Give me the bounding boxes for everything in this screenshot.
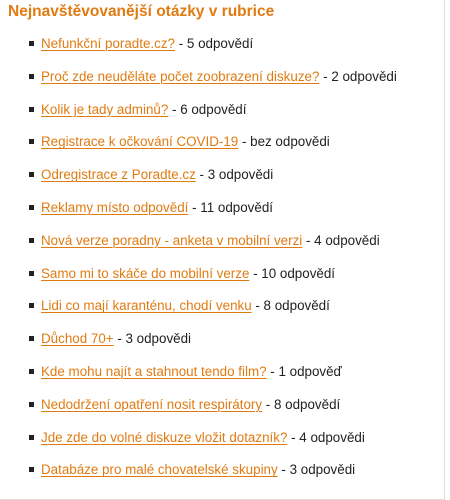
list-item [0, 127, 440, 160]
bullet-icon [29, 271, 34, 276]
answer-count: - 3 odpovědi [113, 331, 192, 347]
answer-count: - 3 odpovědi [195, 167, 274, 183]
bullet-icon [29, 336, 34, 341]
bullet-icon [29, 74, 34, 79]
answer-count: - 5 odpovědí [175, 36, 254, 51]
answer-count: - 2 odpovědi [319, 68, 397, 84]
answer-count: - 8 odpovědí [262, 396, 341, 412]
question-link[interactable]: Nová verze poradny - anketa v mobilní verzi [41, 232, 303, 248]
answer-count: - 1 odpověď [266, 363, 342, 379]
list-item [0, 357, 440, 390]
answer-count: - 11 odpovědí [188, 199, 273, 215]
answer-count: - bez odpovědi [238, 134, 330, 150]
list-item [0, 291, 440, 324]
section-title: Nejnavštěvovanější otázky v rubrice [8, 3, 275, 20]
question-link[interactable]: Lidi co mají karanténu, chodí venku [41, 298, 252, 314]
answer-count: - 4 odpovědi [302, 232, 380, 248]
bullet-icon [29, 467, 34, 472]
list-item [0, 423, 440, 456]
bullet-icon [29, 172, 34, 177]
question-link[interactable]: Registrace k očkování COVID-19 [41, 134, 239, 150]
answer-count: - 10 odpovědí [249, 265, 336, 281]
question-link[interactable]: Proč zde neuděláte počet zoobrazení diskuze? [41, 68, 320, 84]
list-item [0, 160, 440, 193]
bullet-icon [29, 303, 34, 308]
answer-count: - 8 odpovědí [251, 298, 330, 314]
list-item [0, 324, 440, 357]
list-item [0, 259, 440, 292]
question-link[interactable]: Odregistrace z Poradte.cz [41, 167, 196, 183]
bullet-icon [29, 238, 34, 243]
bullet-icon [29, 107, 34, 112]
list-item [0, 29, 440, 62]
bullet-icon [29, 205, 34, 210]
list-item [0, 390, 440, 423]
question-link[interactable]: Kolik je tady adminů? [41, 101, 169, 117]
question-link[interactable]: Jde zde do volné diskuze vložit dotazník? [41, 429, 288, 445]
bullet-icon [29, 435, 34, 440]
question-link[interactable]: Samo mi to skáče do mobilní verze [41, 265, 250, 281]
list-item [0, 62, 440, 95]
list-item [0, 455, 440, 488]
bullet-icon [29, 41, 34, 46]
question-list [0, 29, 440, 488]
list-item [0, 226, 440, 259]
bullet-icon [29, 139, 34, 144]
bullet-icon [29, 369, 34, 374]
list-item [0, 193, 440, 226]
question-link[interactable]: Nedodržení opatření nosit respirátory [41, 396, 263, 412]
bullet-icon [29, 402, 34, 407]
question-link[interactable]: Nefunkční poradte.cz? [41, 36, 175, 51]
question-link[interactable]: Databáze pro malé chovatelské skupiny [41, 462, 278, 478]
question-link[interactable]: Důchod 70+ [41, 331, 114, 347]
question-link[interactable]: Reklamy místo odpovědí [41, 199, 189, 215]
list-item [0, 95, 440, 128]
question-link[interactable]: Kde mohu najít a stahnout tendo film? [41, 363, 267, 379]
answer-count: - 6 odpovědí [168, 101, 247, 117]
answer-count: - 4 odpovědi [287, 429, 365, 445]
answer-count: - 3 odpovědi [277, 462, 356, 478]
